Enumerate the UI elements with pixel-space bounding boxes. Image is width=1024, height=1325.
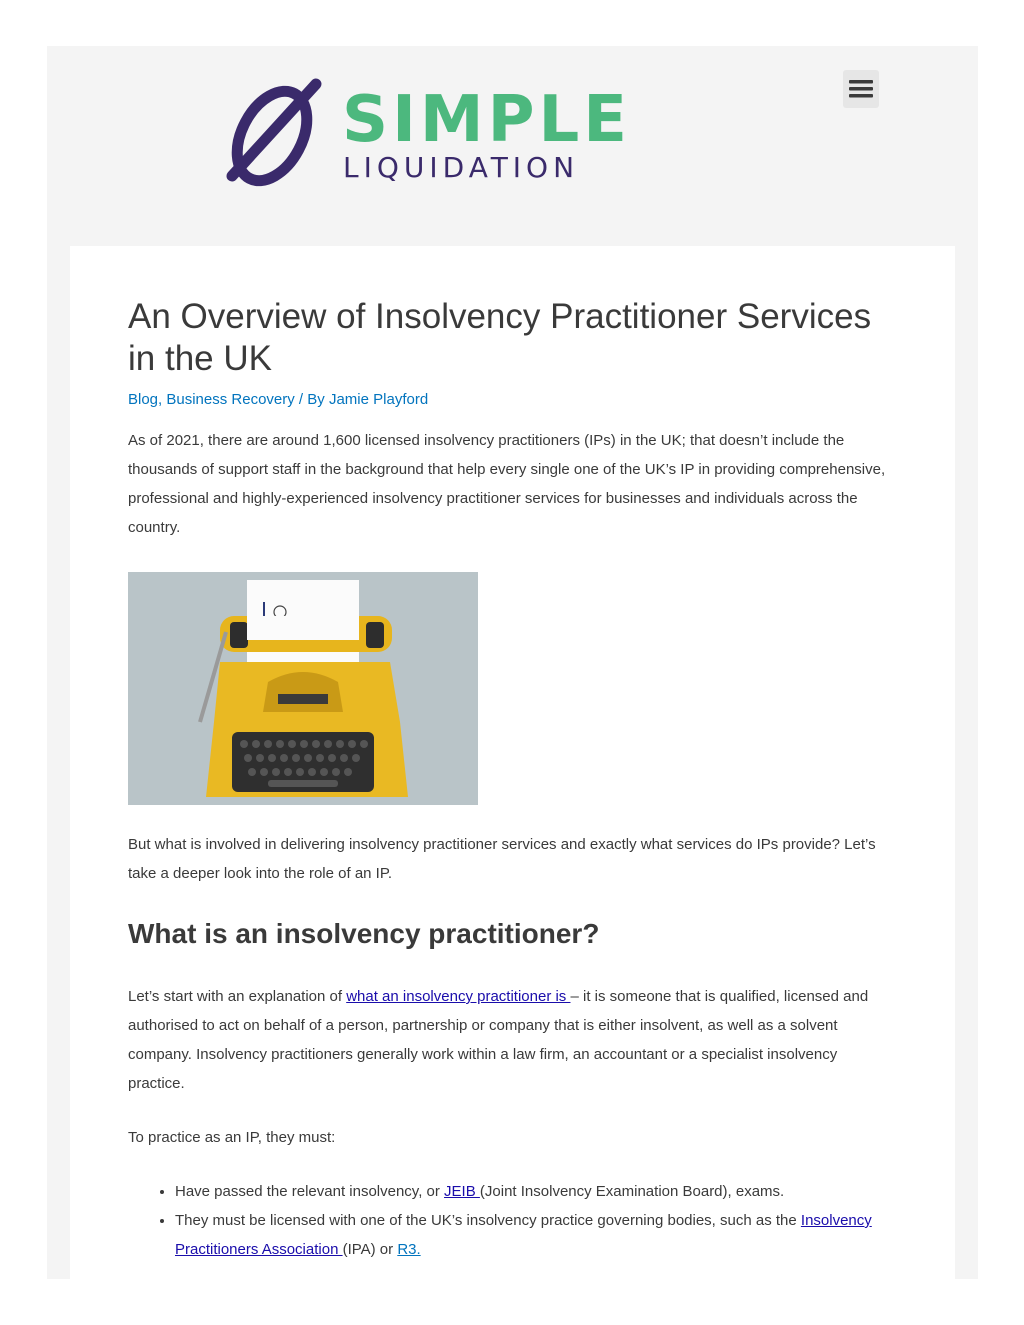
intro-paragraph: As of 2021, there are around 1,600 licensed insolvency practitioners (IPs) in the UK; that doesn’t include the thousands of support staff in the background that help every single one of the UK’s IP in providing comprehensive, professional and highly-experienced insolvency practitioner services for businesses and individuals across the country. [128, 432, 886, 536]
author-link[interactable]: Jamie Playford [328, 391, 429, 408]
meta-by: / By [294, 391, 329, 408]
hamburger-menu-icon[interactable] [843, 70, 879, 108]
paragraph-requirements: To practice as an IP, they must: [128, 1129, 336, 1146]
meta-separator: , [158, 391, 167, 408]
category-link-business-recovery[interactable]: Business Recovery [166, 391, 295, 408]
article-card [70, 246, 955, 1279]
r3-link[interactable]: R3. [397, 1241, 421, 1258]
category-link-blog[interactable]: Blog [128, 391, 159, 408]
article-content [128, 296, 893, 1264]
jeib-link[interactable]: JEIB [444, 1183, 480, 1200]
typewriter-image [128, 572, 478, 805]
logo-text-liquidation: LIQUIDATION [343, 151, 580, 184]
list-item [175, 1206, 893, 1264]
logo-mark-icon [224, 76, 324, 196]
paragraph-definition [128, 982, 893, 1098]
what-is-ip-link[interactable]: what an insolvency practitioner is [346, 988, 571, 1005]
page [47, 46, 978, 1279]
logo-text-simple: SIMPLE [342, 83, 631, 157]
section-heading: What is an insolvency practitioner? [128, 918, 600, 949]
post-meta [128, 391, 893, 408]
item1-text-after: (Joint Insolvency Examination Board), exams. [479, 1183, 785, 1200]
site-logo[interactable] [224, 76, 631, 196]
definition-text-before: Let’s start with an explanation of [128, 988, 347, 1005]
requirements-list [128, 1177, 893, 1264]
definition-text-after: – it is someone that is qualified, licensed and authorised to act on behalf of a person, partnership or company that is either insolvent, as well as a solvent company. Insolvency practitioners generally work within a law firm, an accountant or a specialist insolvency practice. [128, 988, 869, 1092]
site-header [47, 46, 978, 246]
item1-text-before: Have passed the relevant insolvency, or [175, 1183, 445, 1200]
list-item [175, 1177, 893, 1206]
item2-text-middle: (IPA) or [342, 1241, 398, 1258]
paragraph-services: But what is involved in delivering insolvency practitioner services and exactly what services do IPs provide? Let’s take a deeper look into the role of an IP. [128, 836, 876, 882]
ipa-link[interactable]: Insolvency Practitioners Association [175, 1212, 872, 1258]
item2-text-before: They must be licensed with one of the UK’s insolvency practice governing bodies, such as the [175, 1212, 801, 1229]
article-title: An Overview of Insolvency Practitioner Services in the UK [128, 297, 872, 378]
